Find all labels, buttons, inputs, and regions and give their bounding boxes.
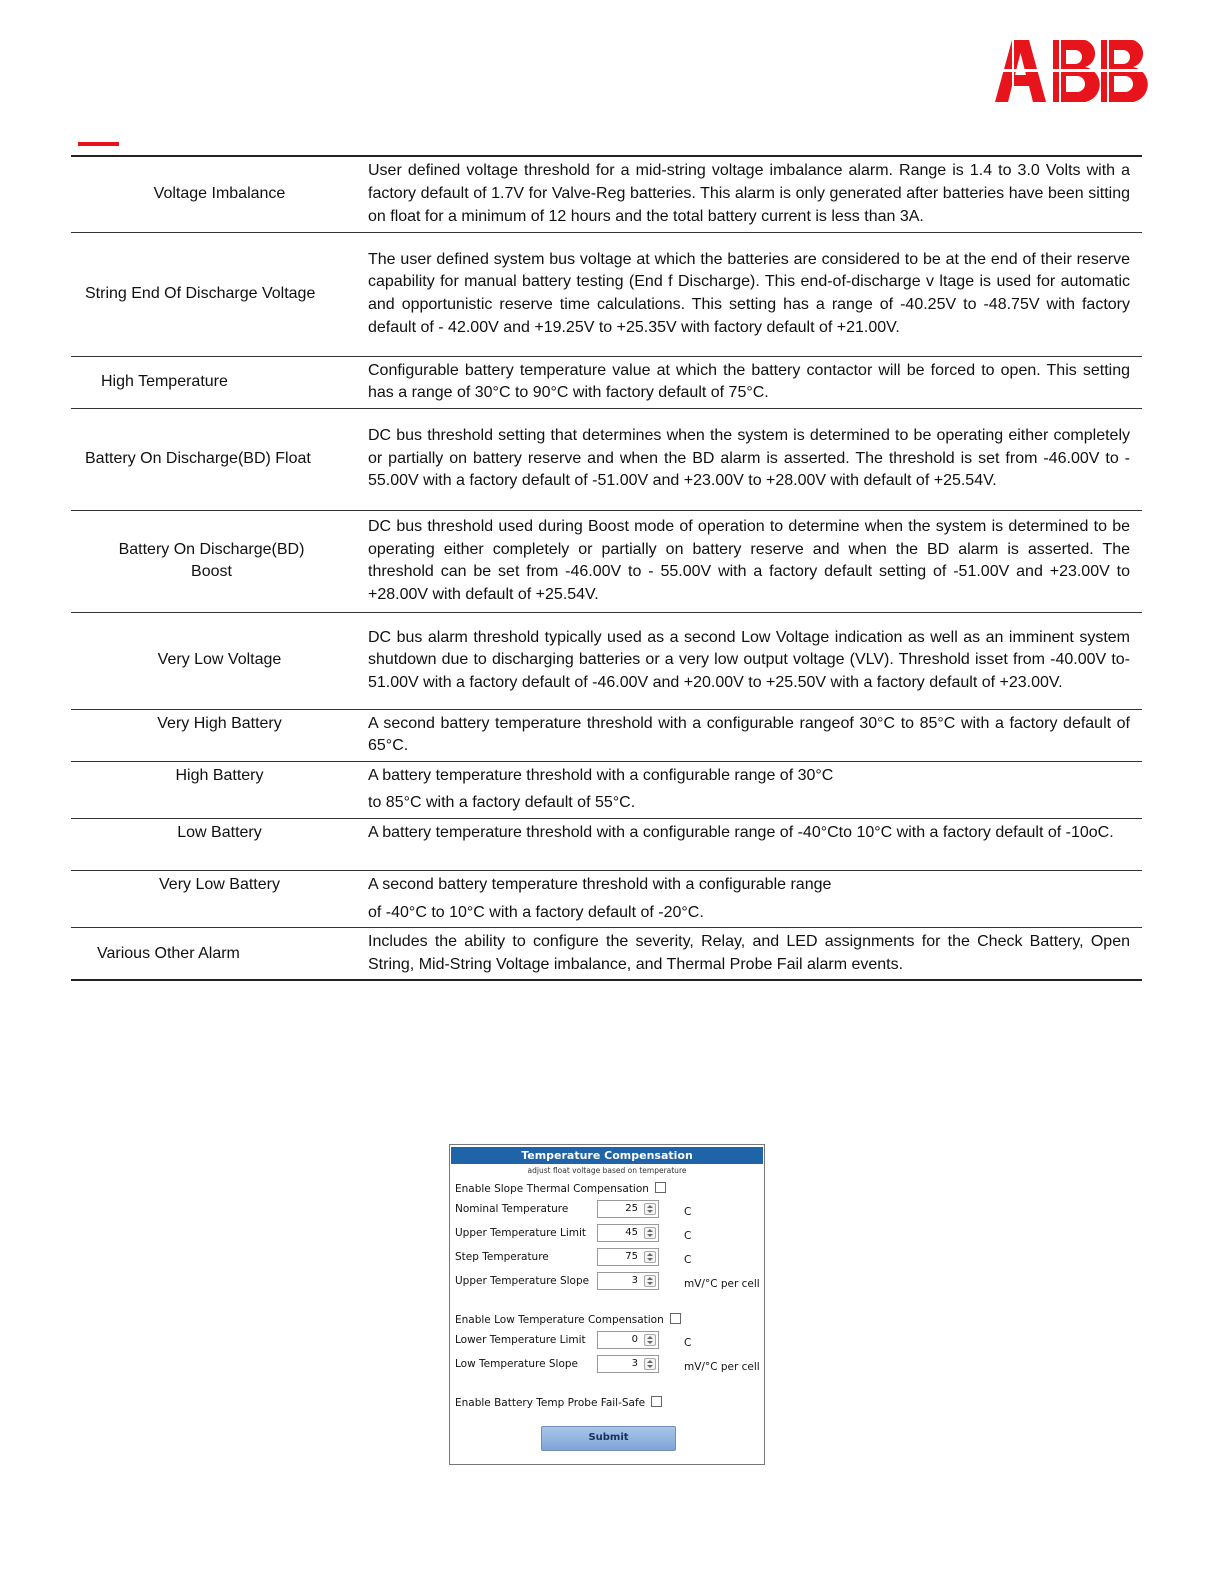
param-name: Various Other Alarm [97,944,240,962]
submit-button[interactable]: Submit [541,1426,676,1451]
param-name: Very Low Voltage [71,612,368,709]
param-name: Battery On Discharge(BD) Float [71,408,368,510]
param-description: A battery temperature threshold with a configurable range of -40°Cto 10°C with a factory default of -10oC. [368,819,1142,871]
spinner-icon[interactable] [644,1251,656,1263]
param-description: User defined voltage threshold for a mid-string voltage imbalance alarm. Range is 1.4 to 3.0 Volts with a factory default of 1.7V for Valve-Reg batteries. This alarm is only generated after batteries have been sitting on float for a minimum of 12 hours and the total battery current is less than 3A. [368,156,1142,232]
nominal-temperature-value: 25 [625,1203,638,1214]
table-row [71,612,1142,709]
param-description [368,871,1142,928]
nominal-temperature-input[interactable] [597,1200,659,1218]
table-row [71,709,1142,761]
spinner-icon[interactable] [644,1358,656,1370]
param-name: Very High Battery [71,709,368,761]
temperature-compensation-panel [449,1144,765,1465]
spinner-icon[interactable] [644,1334,656,1346]
param-description: DC bus threshold used during Boost mode of operation to determine when the system is determined to be operating either completely or partially on battery reserve and when the BD alarm is asserted. The threshold can be set from -46.00V to - 55.00V with a factory default setting of -51.00V and +23.00V to +28.00V with default of +25.54V. [368,510,1142,612]
table-row [71,761,1142,818]
lower-temperature-limit-label: Lower Temperature Limit [455,1334,586,1346]
enable-slope-row [455,1182,666,1195]
enable-low-label: Enable Low Temperature Compensation [455,1314,664,1326]
param-description: Configurable battery temperature value at which the battery contactor will be forced to open. This setting has a range of 30°C to 90°C with factory default of 75°C. [368,356,1142,408]
table-row [71,156,1142,232]
param-description-line1: A second battery temperature threshold with a configurable range [368,876,832,894]
upper-temperature-limit-value: 45 [625,1227,638,1238]
accent-bar [78,142,119,146]
low-temperature-slope-label: Low Temperature Slope [455,1358,578,1370]
enable-low-row [455,1313,681,1326]
param-description: A second battery temperature threshold with a configurable rangeof 30°C to 85°C with a factory default of 65°C. [368,709,1142,761]
param-description: The user defined system bus voltage at which the batteries are considered to be at the end of their reserve capability for manual battery testing (End f Discharge). This end-of-discharge v ltage is used for automatic and opportunistic reserve time calculations. This setting has a range of -40.25V to -48.75V with factory default of - 42.00V and +19.25V to +25.35V with factory default of +21.00V. [368,232,1142,356]
step-temperature-unit: C [684,1254,692,1266]
param-name: Battery On Discharge(BD) Boost [71,510,368,612]
spinner-icon[interactable] [644,1203,656,1215]
enable-low-checkbox[interactable] [670,1313,681,1324]
lower-temperature-limit-unit: C [684,1337,692,1349]
panel-subtitle: adjust float voltage based on temperature [527,1166,687,1175]
upper-temperature-slope-label: Upper Temperature Slope [455,1275,590,1287]
table-row [71,356,1142,408]
param-name: String End Of Discharge Voltage [71,232,368,356]
param-name: Low Battery [71,819,368,871]
param-name: Voltage Imbalance [71,156,368,232]
upper-temperature-slope-value: 3 [631,1275,638,1286]
nominal-temperature-label: Nominal Temperature [455,1203,569,1215]
alarm-parameters-table [71,155,1142,981]
param-description-line1: A battery temperature threshold with a configurable range of 30°C [368,766,834,784]
param-name: High Battery [71,761,368,818]
table-row [71,928,1142,981]
low-temperature-slope-input[interactable] [597,1355,659,1373]
param-description [368,761,1142,818]
upper-temperature-slope-input[interactable] [597,1272,659,1290]
table-row [71,819,1142,871]
step-temperature-label: Step Temperature [455,1251,549,1263]
upper-temperature-limit-input[interactable] [597,1224,659,1242]
panel-title: Temperature Compensation [451,1147,763,1164]
param-description-line2: to 85°C with a factory default of 55°C. [368,794,636,812]
abb-logo [995,40,1155,102]
upper-temperature-limit-unit: C [684,1230,692,1242]
param-name: Very Low Battery [71,871,368,928]
lower-temperature-limit-input[interactable] [597,1331,659,1349]
table-row [71,510,1142,612]
param-description: DC bus alarm threshold typically used as a second Low Voltage indication as well as an imminent system shutdown due to discharging batteries or a very low output voltage (VLV). Threshold isset from -40.00V to- 51.00V with a factory default of -46.00V and +20.00V to +25.50V with a factory default of +23.00V. [368,612,1142,709]
table-row [71,232,1142,356]
step-temperature-value: 75 [625,1251,638,1262]
low-temperature-slope-unit: mV/°C per cell [684,1361,760,1373]
table-row [71,871,1142,928]
enable-slope-checkbox[interactable] [655,1182,666,1193]
param-description: DC bus threshold setting that determines when the system is determined to be operating either completely or partially on battery reserve and when the BD alarm is asserted. The threshold is set from -46.00V to - 55.00V with a factory default of -51.00V and +23.00V to +28.00V with default of +25.54V. [368,408,1142,510]
upper-temperature-slope-unit: mV/°C per cell [684,1278,760,1290]
enable-slope-label: Enable Slope Thermal Compensation [455,1183,649,1195]
enable-probe-label: Enable Battery Temp Probe Fail-Safe [455,1397,646,1409]
param-description: Includes the ability to configure the severity, Relay, and LED assignments for the Check Battery, Open String, Mid-String Voltage imbalance, and Thermal Probe Fail alarm events. [368,933,1130,973]
nominal-temperature-unit: C [684,1206,692,1218]
step-temperature-input[interactable] [597,1248,659,1266]
table-row [71,408,1142,510]
low-temperature-slope-value: 3 [631,1358,638,1369]
param-name: High Temperature [71,356,368,408]
spinner-icon[interactable] [644,1275,656,1287]
enable-probe-checkbox[interactable] [651,1396,662,1407]
enable-probe-row [455,1396,662,1409]
param-description-line2: of -40°C to 10°C with a factory default of -20°C. [368,903,704,921]
lower-temperature-limit-value: 0 [631,1334,638,1345]
upper-temperature-limit-label: Upper Temperature Limit [455,1227,587,1239]
spinner-icon[interactable] [644,1227,656,1239]
